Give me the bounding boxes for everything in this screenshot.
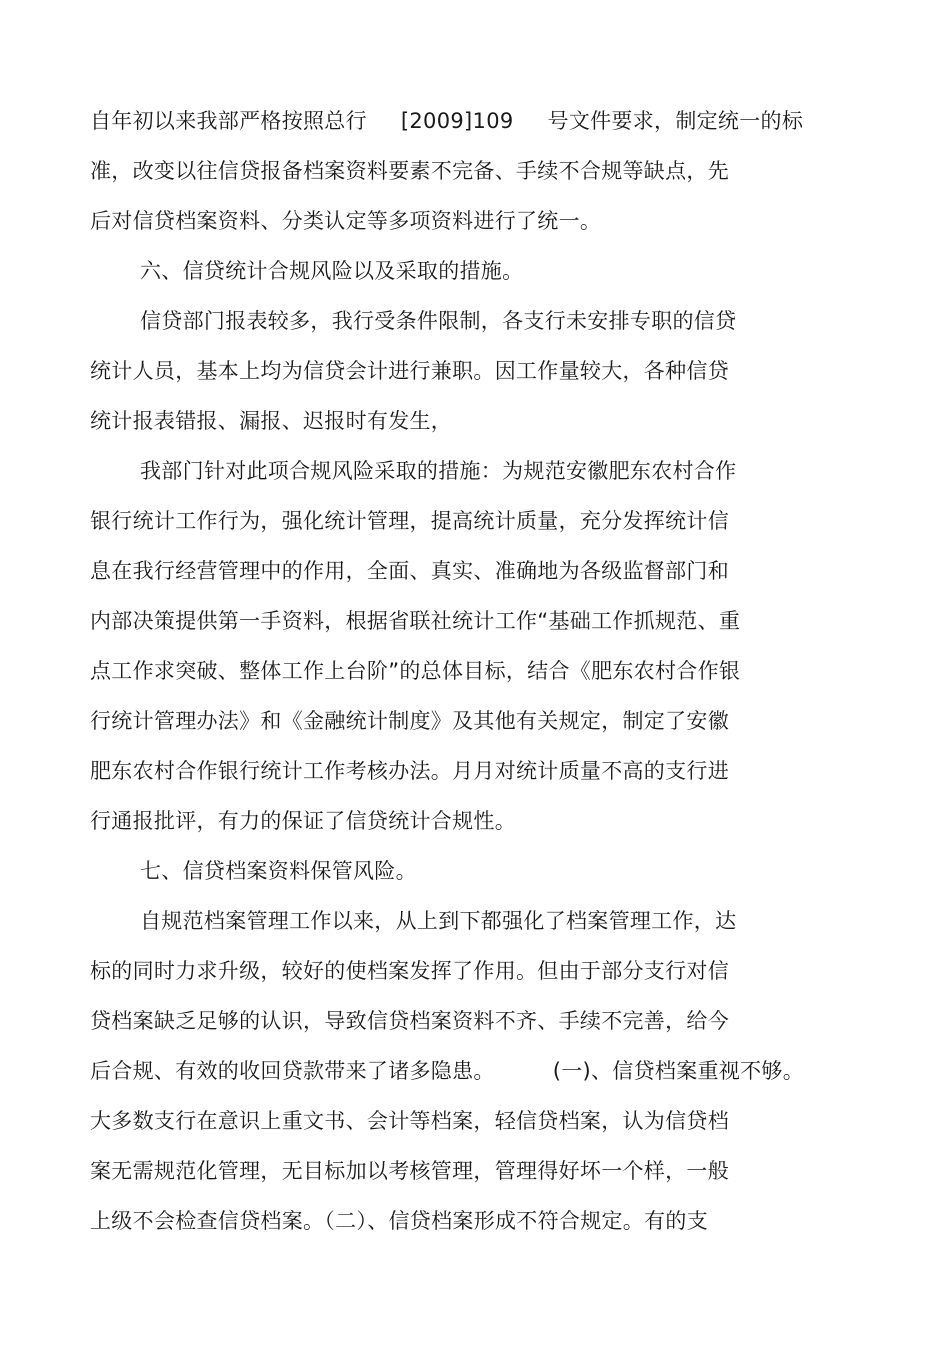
- paragraph-line: 自规范档案管理工作以来，从上到下都强化了档案管理工作，达: [140, 909, 737, 933]
- paragraph-line: 后对信贷档案资料、分类认定等多项资料进行了统一。: [90, 209, 602, 233]
- paragraph-line: 息在我行经营管理中的作用，全面、真实、准确地为各级监督部门和: [90, 559, 729, 583]
- paragraph-line: 内部决策提供第一手资料，根据省联社统计工作“基础工作抓规范、重: [90, 609, 741, 633]
- section-heading: 六、信贷统计合规风险以及采取的措施。: [140, 259, 524, 283]
- text-segment: 后合规、有效的收回贷款带来了诸多隐患。: [90, 1059, 495, 1083]
- paragraph-line: [90, 108, 803, 134]
- paragraph-line: 行通报批评，有力的保证了信贷统计合规性。: [90, 809, 516, 833]
- paragraph-line: 统计报表错报、漏报、迟报时有发生，: [90, 409, 453, 433]
- paragraph-line: [90, 1058, 804, 1084]
- text-segment: [2009]109: [400, 109, 514, 133]
- paragraph-line: 案无需规范化管理，无目标加以考核管理，管理得好坏一个样，一般: [90, 1159, 729, 1183]
- paragraph-line: 行统计管理办法》和《金融统计制度》及其他有关规定，制定了安徽: [90, 709, 729, 733]
- section-heading: 七、信贷档案资料保管风险。: [140, 859, 417, 883]
- paragraph-line: 贷档案缺乏足够的认识，导致信贷档案资料不齐、手续不完善，给今: [90, 1009, 729, 1033]
- paragraph-line: 大多数支行在意识上重文书、会计等档案，轻信贷档案，认为信贷档: [90, 1109, 729, 1133]
- text-segment: 号文件要求，制定统一的标: [547, 109, 804, 133]
- paragraph-line: 我部门针对此项合规风险采取的措施：为规范安徽肥东农村合作: [140, 459, 737, 483]
- text-segment: 自年初以来我部严格按照总行: [90, 109, 367, 133]
- paragraph-line: 点工作求突破、整体工作上台阶”的总体目标，结合《肥东农村合作银: [90, 659, 741, 683]
- paragraph-line: 准，改变以往信贷报备档案资料要素不完备、手续不合规等缺点，先: [90, 159, 729, 183]
- paragraph-line: 肥东农村合作银行统计工作考核办法。月月对统计质量不高的支行进: [90, 759, 729, 783]
- paragraph-line: 标的同时力求升级，较好的使档案发挥了作用。但由于部分支行对信: [90, 959, 729, 983]
- text-segment: (一)、信贷档案重视不够。: [552, 1059, 804, 1083]
- paragraph-line: 统计人员，基本上均为信贷会计进行兼职。因工作量较大，各种信贷: [90, 359, 729, 383]
- paragraph-line: 信贷部门报表较多，我行受条件限制，各支行未安排专职的信贷: [140, 309, 737, 333]
- paragraph-line: 上级不会检查信贷档案。（二）、信贷档案形成不符合规定。有的支: [90, 1209, 708, 1233]
- paragraph-line: 银行统计工作行为，强化统计管理，提高统计质量，充分发挥统计信: [90, 509, 729, 533]
